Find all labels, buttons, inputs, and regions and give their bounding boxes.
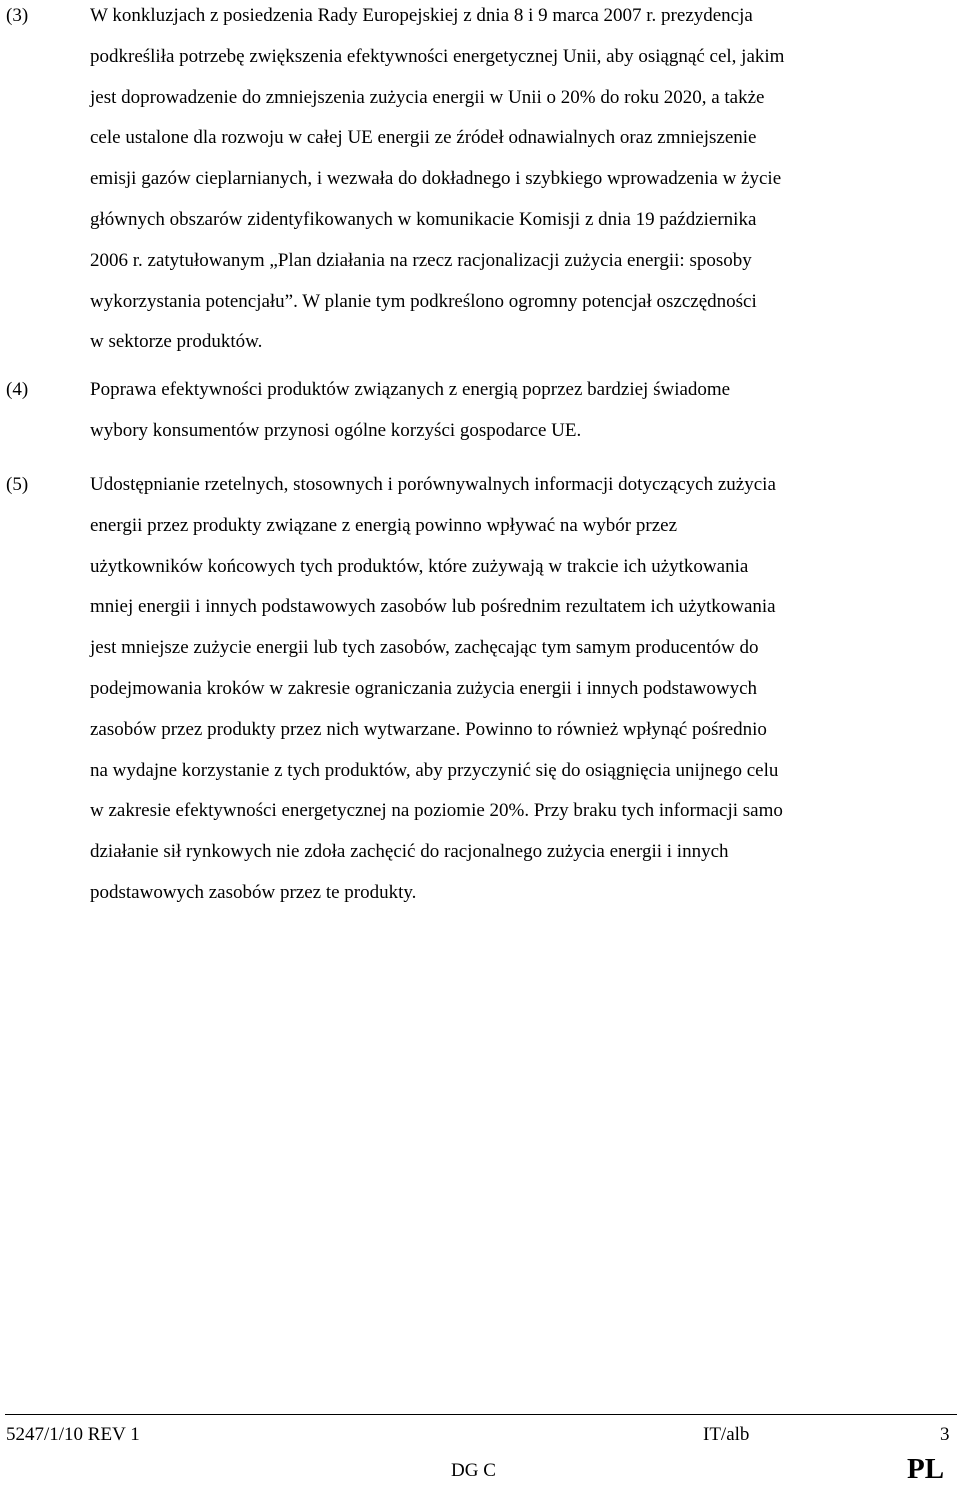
text-line: jest doprowadzenie do zmniejszenia zużycia energii w Unii o 20% do roku 2020, a także bbox=[90, 86, 765, 108]
recital-3 bbox=[0, 0, 960, 366]
footer-divider bbox=[5, 1414, 957, 1415]
text-line: użytkowników końcowych tych produktów, które zużywają w trakcie ich użytkowania bbox=[90, 555, 749, 577]
text-line: wykorzystania potencjału”. W planie tym podkreślono ogromny potencjał oszczędności bbox=[90, 290, 757, 312]
text-line: w sektorze produktów. bbox=[90, 331, 263, 353]
text-line: 2006 r. zatytułowanym „Plan działania na rzecz racjonalizacji zużycia energii: sposoby bbox=[90, 249, 752, 271]
recital-number: (4) bbox=[6, 379, 29, 400]
text-line: podstawowych zasobów przez te produkty. bbox=[90, 881, 417, 903]
recital-4 bbox=[0, 370, 960, 454]
recital-text bbox=[90, 370, 952, 452]
text-line: W konkluzjach z posiedzenia Rady Europejskiej z dnia 8 i 9 marca 2007 r. prezydencja bbox=[90, 5, 753, 26]
directorate-label: DG C bbox=[451, 1460, 496, 1481]
document-reference: 5247/1/10 REV 1 bbox=[6, 1424, 140, 1445]
recital-text bbox=[90, 0, 952, 363]
recital-5 bbox=[0, 465, 960, 917]
text-line: energii przez produkty związane z energią powinno wpływać na wybór przez bbox=[90, 514, 677, 536]
text-line: mniej energii i innych podstawowych zasobów lub pośrednim rezultatem ich użytkowania bbox=[90, 596, 776, 618]
text-line: głównych obszarów zidentyfikowanych w komunikacie Komisji z dnia 19 października bbox=[90, 208, 757, 230]
text-line: cele ustalone dla rozwoju w całej UE energii ze źródeł odnawialnych oraz zmniejszenie bbox=[90, 127, 757, 149]
page-number: 3 bbox=[940, 1424, 950, 1445]
text-line: podkreśliła potrzebę zwiększenia efektywności energetycznej Unii, aby osiągnąć cel, jakim bbox=[90, 45, 785, 67]
text-line: jest mniejsze zużycie energii lub tych zasobów, zachęcając tym samym producentów do bbox=[90, 637, 759, 659]
text-line: działanie sił rynkowych nie zdoła zachęcić do racjonalnego zużycia energii i innych bbox=[90, 841, 729, 863]
text-line: w zakresie efektywności energetycznej na poziomie 20%. Przy braku tych informacji samo bbox=[90, 800, 783, 822]
recital-number: (5) bbox=[6, 474, 29, 495]
text-line: zasobów przez produkty przez nich wytwarzane. Powinno to również wpłynąć pośrednio bbox=[90, 718, 767, 740]
recital-number: (3) bbox=[6, 5, 29, 26]
department-code: IT/alb bbox=[703, 1424, 750, 1445]
text-line: na wydajne korzystanie z tych produktów, aby przyczynić się do osiągnięcia unijnego celu bbox=[90, 759, 779, 781]
text-line: Poprawa efektywności produktów związanych z energią poprzez bardziej świadome bbox=[90, 379, 731, 400]
language-code: PL bbox=[907, 1453, 945, 1485]
text-line: emisji gazów cieplarnianych, i wezwała do dokładnego i szybkiego wprowadzenia w życie bbox=[90, 168, 782, 190]
text-line: podejmowania kroków w zakresie ograniczania zużycia energii i innych podstawowych bbox=[90, 677, 758, 699]
recital-text bbox=[90, 465, 952, 914]
text-line: Udostępnianie rzetelnych, stosownych i porównywalnych informacji dotyczących zużycia bbox=[90, 474, 776, 495]
text-line: wybory konsumentów przynosi ogólne korzyści gospodarce UE. bbox=[90, 419, 582, 441]
